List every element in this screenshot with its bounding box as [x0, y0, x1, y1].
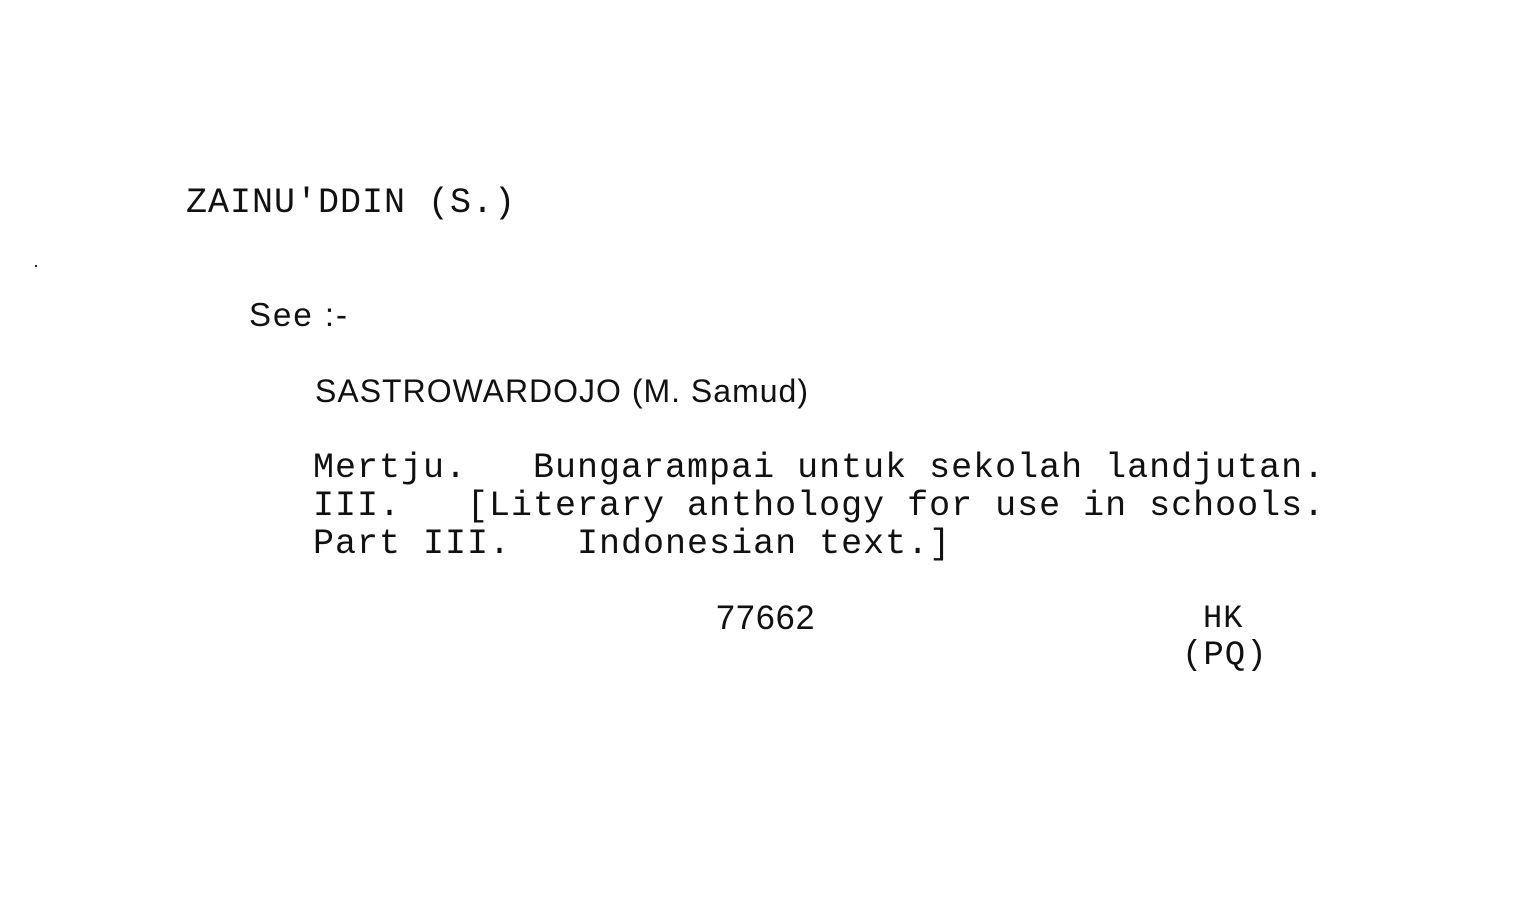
reference-title-line-1: Mertju. Bungarampai untuk sekolah landjutan. — [313, 448, 1326, 488]
see-label: See :- — [249, 296, 350, 333]
location-code-line-2: (PQ) — [1182, 637, 1268, 675]
reference-author: SASTROWARDOJO (M. Samud) — [315, 373, 809, 409]
accession-number: 77662 — [716, 599, 816, 637]
ink-speck — [35, 265, 37, 267]
reference-title-line-3: Part III. Indonesian text.] — [313, 524, 952, 564]
card-heading: ZAINU'DDIN (S.) — [186, 183, 517, 223]
reference-title-line-2: III. [Literary anthology for use in schools. — [313, 486, 1326, 526]
location-code-line-1: HK — [1203, 600, 1244, 637]
